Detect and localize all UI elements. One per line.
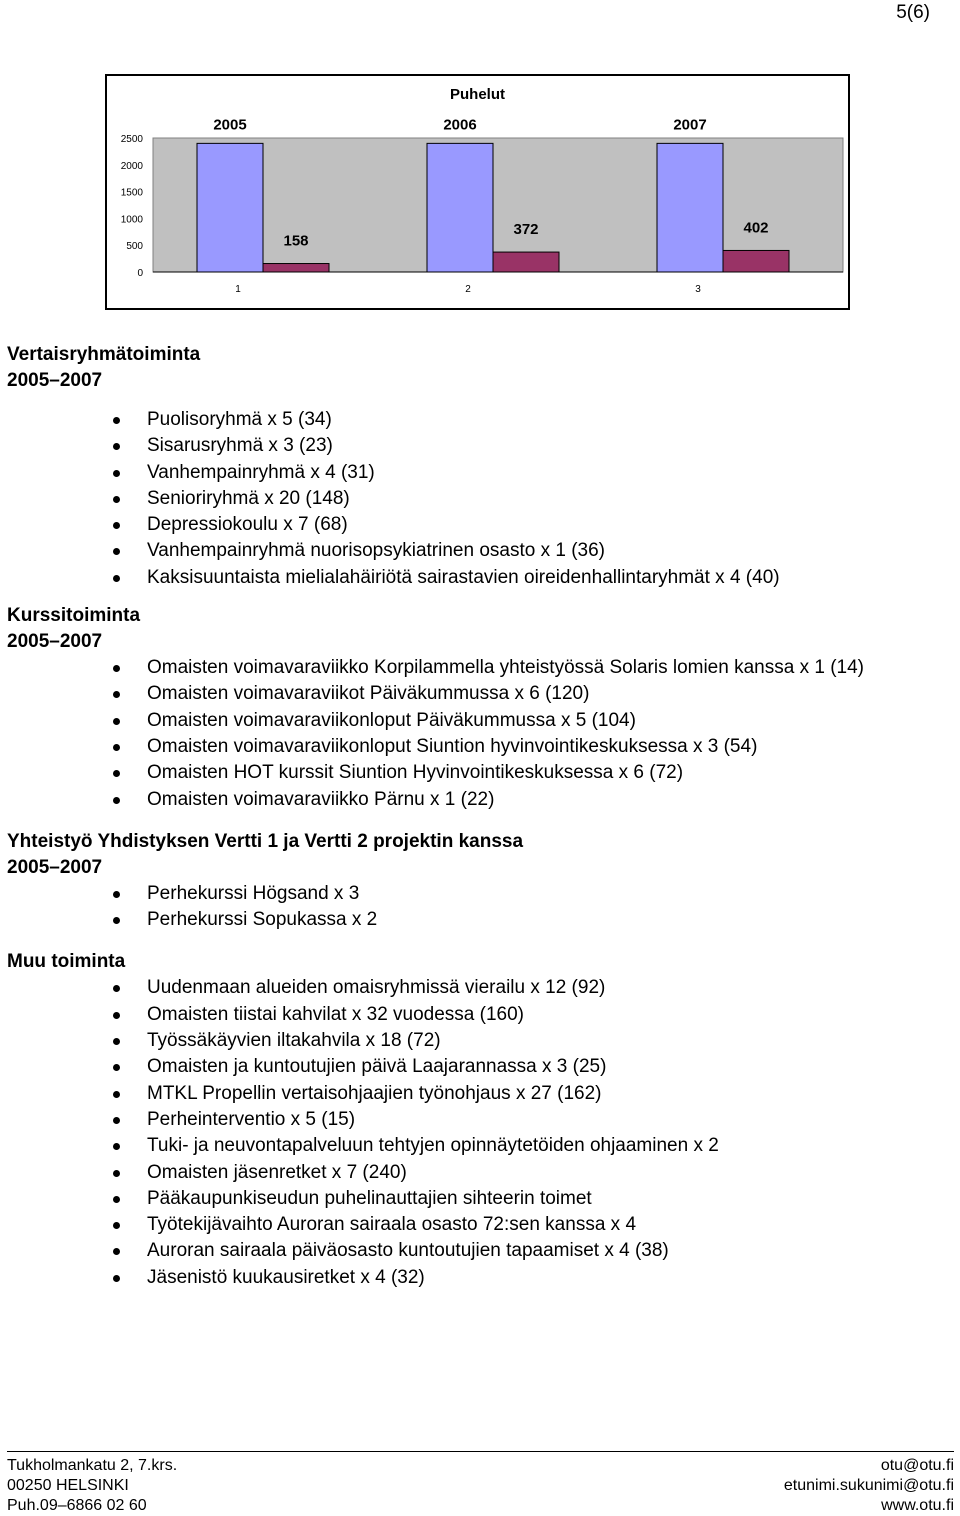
chart-svg xyxy=(107,76,848,308)
section-title: Yhteistyö Yhdistyksen Vertti 1 ja Vertti 2 projektin kanssa xyxy=(7,830,524,852)
section-period: 2005–2007 xyxy=(7,370,103,391)
list-item: MTKL Propellin vertaisohjaajien työnohjaus x 27 (162) xyxy=(7,1081,952,1107)
list-item: Puolisoryhmä x 5 (34) xyxy=(7,407,952,433)
bar-label: 2007 xyxy=(673,116,707,134)
footer-email-pattern: etunimi.sukunimi@otu.fi xyxy=(783,1477,954,1494)
footer-address xyxy=(7,1456,177,1516)
section-kurssitoiminta xyxy=(7,603,952,813)
list-item: Sisarusryhmä x 3 (23) xyxy=(7,433,952,459)
list-item: Työssäkäyvien iltakahvila x 18 (72) xyxy=(7,1028,952,1054)
list-item: Omaisten voimavaraviikot Päiväkummussa x 6 (120) xyxy=(7,681,952,707)
list-item: Omaisten jäsenretket x 7 (240) xyxy=(7,1160,952,1186)
footer-city: 00250 HELSINKI xyxy=(7,1477,129,1494)
bar-series-2 xyxy=(493,252,559,272)
page-number: 5(6) xyxy=(896,2,930,23)
y-tick-label: 1500 xyxy=(120,187,143,199)
list-item: Perhekurssi Högsand x 3 xyxy=(7,881,952,907)
bar-series-1 xyxy=(657,143,723,272)
bar-series-2 xyxy=(263,264,329,272)
list-item: Auroran sairaala päiväosasto kuntoutujien tapaamiset x 4 (38) xyxy=(7,1238,952,1264)
list-item: Omaisten voimavaraviikonloput Siuntion hyvinvointikeskuksessa x 3 (54) xyxy=(7,734,952,760)
list-item: Senioriryhmä x 20 (148) xyxy=(7,486,952,512)
data-label: 402 xyxy=(743,219,769,237)
section-muu-toiminta xyxy=(7,949,952,1291)
item-list xyxy=(7,407,952,591)
list-item: Perhekurssi Sopukassa x 2 xyxy=(7,907,952,933)
chart-puhelut xyxy=(105,74,850,310)
list-item: Omaisten voimavaraviikko Pärnu x 1 (22) xyxy=(7,787,952,813)
x-tick-label: 2 xyxy=(465,284,471,295)
list-item: Omaisten voimavaraviikko Korpilammella yhteistyössä Solaris lomien kanssa x 1 (14) xyxy=(7,655,952,681)
section-title: Vertaisryhmätoiminta xyxy=(7,344,201,365)
item-list xyxy=(7,975,952,1291)
y-tick-label: 1000 xyxy=(120,214,143,226)
bar-label: 2005 xyxy=(213,116,247,134)
list-item: Pääkaupunkiseudun puhelinauttajien sihteerin toimet xyxy=(7,1186,952,1212)
list-item: Omaisten HOT kurssit Siuntion Hyvinvointikeskuksessa x 6 (72) xyxy=(7,760,952,786)
list-item: Vanhempainryhmä nuorisopsykiatrinen osasto x 1 (36) xyxy=(7,538,952,564)
chart-title: Puhelut xyxy=(450,86,505,103)
bar-series-2 xyxy=(723,250,789,272)
x-tick-label: 1 xyxy=(235,284,241,295)
data-label: 372 xyxy=(513,221,539,239)
footer-website-link[interactable]: www.otu.fi xyxy=(881,1497,954,1514)
y-tick-label: 2000 xyxy=(120,160,143,172)
section-yhteistyo xyxy=(7,829,952,934)
list-item: Vanhempainryhmä x 4 (31) xyxy=(7,460,952,486)
section-period: 2005–2007 xyxy=(7,856,103,878)
footer-phone: Puh.09–6866 02 60 xyxy=(7,1497,147,1514)
list-item: Perheinterventio x 5 (15) xyxy=(7,1107,952,1133)
list-item: Jäsenistö kuukausiretket x 4 (32) xyxy=(7,1265,952,1291)
data-label: 158 xyxy=(283,232,309,250)
list-item: Kaksisuuntaista mielialahäiriötä sairastavien oireidenhallintaryhmät x 4 (40) xyxy=(7,565,952,591)
bar-label: 2006 xyxy=(443,116,477,134)
item-list xyxy=(7,655,952,813)
bar-series-1 xyxy=(427,143,493,272)
footer-email-link[interactable]: otu@otu.fi xyxy=(880,1457,954,1474)
x-tick-label: 3 xyxy=(695,284,701,295)
list-item: Omaisten tiistai kahvilat x 32 vuodessa (160) xyxy=(7,1002,952,1028)
y-tick-label: 500 xyxy=(126,241,143,253)
bar-series-1 xyxy=(197,143,263,272)
list-item: Tuki- ja neuvontapalveluun tehtyjen opinnäytetöiden ohjaaminen x 2 xyxy=(7,1133,952,1159)
footer-street: Tukholmankatu 2, 7.krs. xyxy=(7,1457,178,1474)
list-item: Työtekijävaihto Auroran sairaala osasto 72:sen kanssa x 4 xyxy=(7,1212,952,1238)
list-item: Depressiokoulu x 7 (68) xyxy=(7,512,952,538)
item-list xyxy=(7,881,952,934)
list-item: Omaisten ja kuntoutujien päivä Laajarannassa x 3 (25) xyxy=(7,1054,952,1080)
y-tick-label: 0 xyxy=(137,268,143,279)
section-vertaisryhmatoiminta xyxy=(7,342,952,591)
document-body xyxy=(7,342,952,1291)
section-title: Muu toiminta xyxy=(7,951,126,973)
page-footer xyxy=(7,1451,954,1514)
list-item: Omaisten voimavaraviikonloput Päiväkummussa x 5 (104) xyxy=(7,708,952,734)
y-tick-label: 2500 xyxy=(120,134,143,145)
footer-contact xyxy=(784,1456,954,1516)
section-period: 2005–2007 xyxy=(7,631,103,653)
list-item: Uudenmaan alueiden omaisryhmissä vierailu x 12 (92) xyxy=(7,975,952,1001)
section-title: Kurssitoiminta xyxy=(7,605,141,627)
